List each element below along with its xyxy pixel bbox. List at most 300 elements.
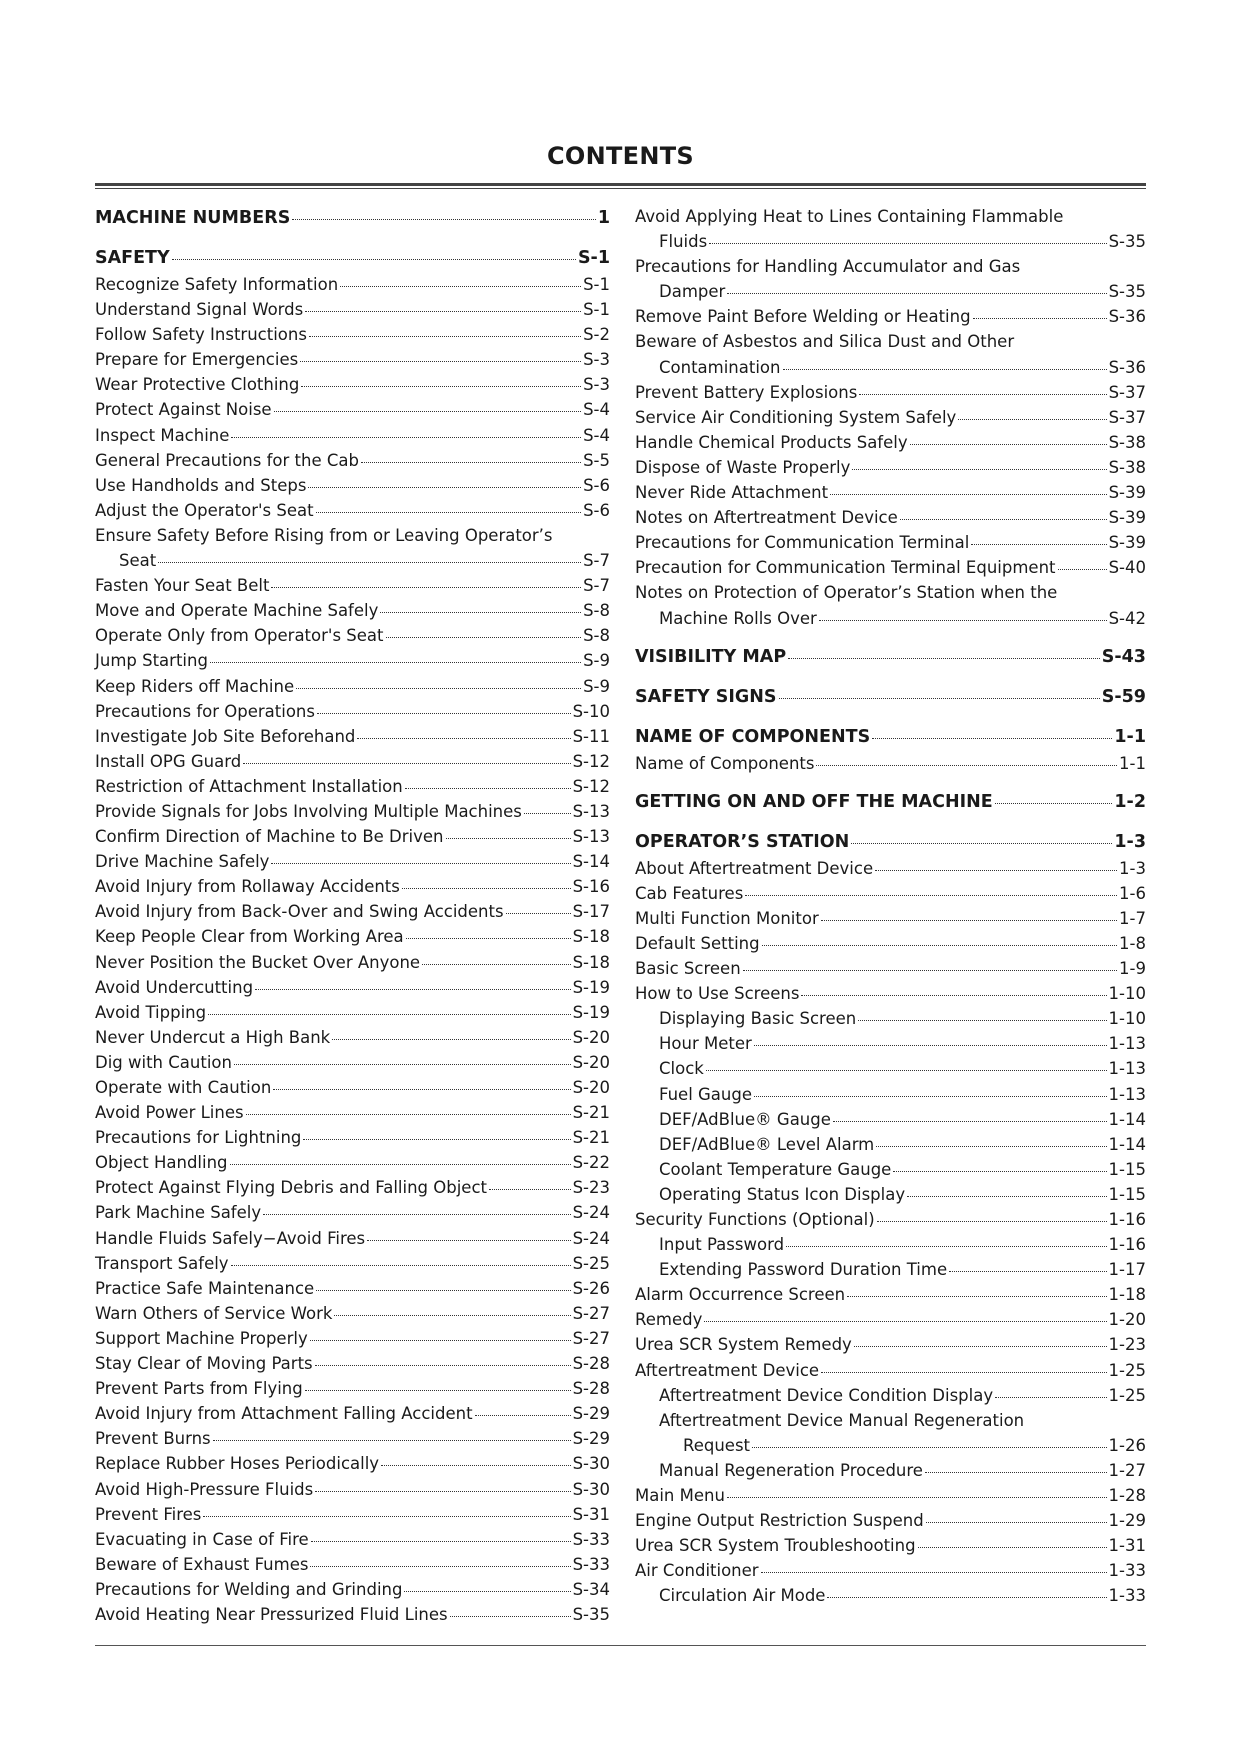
toc-entry-label: Dig with Caution bbox=[95, 1052, 232, 1072]
toc-entry-page: 1-28 bbox=[1108, 1486, 1146, 1506]
dot-leader bbox=[852, 468, 1106, 470]
toc-entry-page: S-1 bbox=[583, 300, 610, 320]
toc-entry[interactable] bbox=[635, 1383, 1146, 1408]
toc-entry[interactable] bbox=[635, 455, 1146, 480]
toc-entry[interactable] bbox=[635, 1332, 1146, 1357]
toc-entry-label: Protect Against Flying Debris and Falling Object bbox=[95, 1178, 487, 1198]
toc-entry[interactable] bbox=[635, 1107, 1146, 1132]
toc-section-heading[interactable] bbox=[95, 204, 610, 232]
toc-entry-label: Wear Protective Clothing bbox=[95, 375, 300, 395]
dot-leader bbox=[973, 317, 1107, 319]
toc-entry[interactable] bbox=[95, 1150, 610, 1175]
toc-section-heading[interactable] bbox=[635, 723, 1146, 751]
toc-entry-page: S-27 bbox=[572, 1303, 610, 1323]
toc-entry[interactable] bbox=[95, 1451, 610, 1476]
dot-leader bbox=[234, 1063, 571, 1065]
dot-leader bbox=[762, 944, 1117, 946]
toc-entry-label: Precautions for Handling Accumulator and Gas bbox=[635, 257, 1021, 277]
toc-entry[interactable] bbox=[95, 598, 610, 623]
toc-entry-page: S-24 bbox=[572, 1203, 610, 1223]
toc-entry-label: Jump Starting bbox=[95, 651, 208, 671]
toc-entry-label: Security Functions (Optional) bbox=[635, 1210, 875, 1229]
toc-entry[interactable] bbox=[95, 924, 610, 949]
dot-leader bbox=[761, 1571, 1107, 1573]
toc-entry[interactable] bbox=[95, 1502, 610, 1527]
toc-entry-label-continued: Damper bbox=[659, 282, 726, 302]
toc-entry-label: Restriction of Attachment Installation bbox=[95, 776, 403, 796]
toc-entry-page: S-31 bbox=[572, 1504, 610, 1524]
toc-entry[interactable] bbox=[95, 724, 610, 749]
toc-entry[interactable] bbox=[635, 906, 1146, 931]
toc-entry-label: MACHINE NUMBERS bbox=[95, 208, 291, 228]
toc-entry[interactable] bbox=[95, 523, 610, 573]
dot-leader bbox=[213, 1439, 571, 1441]
toc-entry[interactable] bbox=[635, 430, 1146, 455]
toc-entry-label: Beware of Asbestos and Silica Dust and Other bbox=[635, 332, 1015, 352]
toc-entry-page: 1-33 bbox=[1108, 1586, 1146, 1606]
toc-entry[interactable] bbox=[635, 1508, 1146, 1533]
toc-entry-page: S-33 bbox=[572, 1554, 610, 1574]
toc-entry-page: S-29 bbox=[572, 1404, 610, 1424]
dot-leader bbox=[876, 1145, 1106, 1147]
dot-leader bbox=[995, 1396, 1106, 1398]
dot-leader bbox=[858, 1019, 1106, 1021]
toc-section-heading[interactable] bbox=[635, 643, 1146, 671]
toc-entry-label: Prevent Burns bbox=[95, 1429, 211, 1449]
toc-entry-label: Inspect Machine bbox=[95, 425, 230, 445]
toc-entry[interactable] bbox=[635, 1182, 1146, 1207]
dot-leader bbox=[754, 1044, 1107, 1046]
toc-entry[interactable] bbox=[95, 1326, 610, 1351]
dot-leader bbox=[357, 737, 570, 739]
toc-entry-label: Protect Against Noise bbox=[95, 400, 272, 420]
dot-leader bbox=[271, 862, 570, 864]
dot-leader bbox=[827, 1596, 1106, 1598]
toc-entry-page: 1-10 bbox=[1108, 984, 1146, 1004]
toc-entry-label: Beware of Exhaust Fumes bbox=[95, 1554, 309, 1574]
toc-entry[interactable] bbox=[95, 1175, 610, 1200]
toc-entry[interactable] bbox=[95, 1577, 610, 1602]
toc-entry-page: 1-10 bbox=[1108, 1009, 1146, 1029]
toc-entry-page: S-20 bbox=[572, 1052, 610, 1072]
dot-leader bbox=[292, 218, 596, 220]
toc-entry-page: S-35 bbox=[572, 1604, 610, 1624]
dot-leader bbox=[872, 737, 1112, 739]
toc-entry[interactable] bbox=[635, 1132, 1146, 1157]
toc-entry[interactable] bbox=[95, 1602, 610, 1627]
toc-entry-page: S-20 bbox=[572, 1078, 610, 1097]
toc-entry[interactable] bbox=[635, 856, 1146, 881]
toc-entry-page: 1-15 bbox=[1108, 1159, 1146, 1179]
dot-leader bbox=[779, 697, 1100, 699]
toc-entry[interactable] bbox=[635, 1207, 1146, 1232]
toc-section-heading[interactable] bbox=[635, 788, 1146, 816]
dot-leader bbox=[230, 1163, 571, 1165]
toc-entry[interactable] bbox=[95, 1125, 610, 1150]
toc-entry[interactable] bbox=[635, 1533, 1146, 1558]
dot-leader bbox=[172, 258, 576, 260]
toc-entry-page: S-19 bbox=[572, 1002, 610, 1022]
toc-entry-label: SAFETY SIGNS bbox=[635, 686, 777, 707]
toc-entry-page: 1-13 bbox=[1108, 1059, 1146, 1079]
toc-entry[interactable] bbox=[95, 648, 610, 673]
toc-entry[interactable] bbox=[635, 1558, 1146, 1583]
toc-entry-page: S-6 bbox=[583, 500, 610, 520]
toc-entry[interactable] bbox=[95, 824, 610, 849]
toc-entry-label: VISIBILITY MAP bbox=[635, 646, 787, 667]
dot-leader bbox=[334, 1314, 570, 1316]
toc-entry[interactable] bbox=[95, 322, 610, 347]
toc-entry-label: Handle Chemical Products Safely bbox=[635, 432, 908, 452]
toc-section-heading[interactable] bbox=[635, 828, 1146, 856]
dot-leader bbox=[958, 418, 1106, 420]
dot-leader bbox=[309, 335, 581, 337]
toc-entry[interactable] bbox=[95, 749, 610, 774]
toc-entry[interactable] bbox=[635, 1031, 1146, 1056]
toc-entry-label: Investigate Job Site Beforehand bbox=[95, 726, 356, 746]
toc-entry[interactable] bbox=[635, 204, 1146, 254]
toc-entry[interactable] bbox=[95, 874, 610, 899]
toc-entry-label: Ensure Safety Before Rising from or Leaving Operator’s bbox=[95, 525, 553, 545]
toc-entry[interactable] bbox=[95, 1100, 610, 1125]
dot-leader bbox=[524, 812, 571, 814]
dot-leader bbox=[743, 969, 1117, 971]
dot-leader bbox=[727, 1496, 1107, 1498]
dot-leader bbox=[816, 764, 1117, 766]
page-title: CONTENTS bbox=[546, 142, 694, 170]
toc-entry[interactable] bbox=[95, 1226, 610, 1251]
dot-leader bbox=[310, 1339, 571, 1341]
toc-section-heading[interactable] bbox=[95, 244, 610, 272]
toc-entry[interactable] bbox=[635, 881, 1146, 906]
toc-entry-page: 1-14 bbox=[1108, 1109, 1146, 1129]
toc-entry-page: S-39 bbox=[1108, 508, 1146, 528]
toc-entry[interactable] bbox=[635, 1157, 1146, 1182]
toc-entry[interactable] bbox=[635, 931, 1146, 956]
toc-entry-page: S-28 bbox=[572, 1354, 610, 1374]
toc-entry[interactable] bbox=[95, 1301, 610, 1326]
toc-entry-label: Dispose of Waste Properly bbox=[635, 457, 851, 477]
toc-entry[interactable] bbox=[635, 1006, 1146, 1031]
dot-leader bbox=[208, 1013, 570, 1015]
dot-leader bbox=[406, 937, 571, 939]
toc-entry-label: Name of Components bbox=[635, 753, 815, 773]
toc-entry-label: Precautions for Lightning bbox=[95, 1128, 302, 1148]
toc-entry[interactable] bbox=[635, 1257, 1146, 1282]
dot-leader bbox=[489, 1188, 571, 1190]
toc-entry-page: S-43 bbox=[1101, 646, 1146, 667]
toc-entry-page: S-24 bbox=[572, 1228, 610, 1248]
dot-leader bbox=[875, 869, 1117, 871]
toc-entry-page: S-33 bbox=[572, 1529, 610, 1549]
toc-entry-label: Support Machine Properly bbox=[95, 1328, 308, 1348]
toc-entry-page: S-30 bbox=[572, 1479, 610, 1499]
toc-entry-label: GETTING ON AND OFF THE MACHINE bbox=[635, 791, 993, 812]
toc-entry-label: DEF/AdBlue® Level Alarm bbox=[659, 1134, 875, 1154]
toc-entry-label: Transport Safely bbox=[95, 1253, 229, 1273]
toc-entry[interactable] bbox=[95, 623, 610, 648]
dot-leader bbox=[296, 687, 581, 689]
toc-entry[interactable] bbox=[95, 1376, 610, 1401]
dot-leader bbox=[246, 1113, 571, 1115]
toc-entry[interactable] bbox=[635, 304, 1146, 329]
dot-leader bbox=[380, 611, 581, 613]
toc-entry-label: Basic Screen bbox=[635, 959, 741, 979]
dot-leader bbox=[995, 802, 1113, 804]
toc-entry-label: Default Setting bbox=[635, 933, 760, 953]
toc-entry[interactable] bbox=[95, 1351, 610, 1376]
toc-entry[interactable] bbox=[95, 573, 610, 598]
toc-entry-page: 1-3 bbox=[1114, 831, 1146, 852]
dot-leader bbox=[158, 561, 581, 563]
title-rule bbox=[95, 183, 1146, 189]
toc-entry-label: Precaution for Communication Terminal Equipment bbox=[635, 558, 1056, 578]
toc-entry[interactable] bbox=[95, 1000, 610, 1025]
toc-entry[interactable] bbox=[635, 751, 1146, 776]
toc-entry-label: Prepare for Emergencies bbox=[95, 350, 299, 370]
toc-entry[interactable] bbox=[635, 1458, 1146, 1483]
toc-entry-label: Avoid Tipping bbox=[95, 1002, 207, 1022]
dot-leader bbox=[847, 1295, 1106, 1297]
dot-leader bbox=[446, 837, 571, 839]
toc-entry[interactable] bbox=[635, 405, 1146, 430]
toc-entry-label: Air Conditioner bbox=[635, 1561, 759, 1581]
dot-leader bbox=[851, 842, 1112, 844]
toc-entry-page: S-23 bbox=[572, 1178, 610, 1198]
dot-leader bbox=[231, 436, 581, 438]
toc-entry[interactable] bbox=[635, 1408, 1146, 1458]
toc-entry-page: S-21 bbox=[572, 1128, 610, 1148]
toc-entry[interactable] bbox=[95, 423, 610, 448]
dot-leader bbox=[821, 1371, 1106, 1373]
dot-leader bbox=[727, 292, 1106, 294]
dot-leader bbox=[203, 1515, 570, 1517]
toc-entry[interactable] bbox=[95, 1401, 610, 1426]
dot-leader bbox=[900, 518, 1107, 520]
dot-leader bbox=[801, 994, 1106, 996]
toc-entry-page: 1-16 bbox=[1108, 1235, 1146, 1255]
toc-entry-page: S-2 bbox=[583, 325, 610, 345]
toc-entry-page: S-18 bbox=[572, 927, 610, 947]
toc-entry-label: Confirm Direction of Machine to Be Driven bbox=[95, 827, 444, 847]
toc-entry-label: Avoid Injury from Back-Over and Swing Accidents bbox=[95, 902, 504, 922]
toc-entry-page: S-39 bbox=[1108, 483, 1146, 503]
toc-entry[interactable] bbox=[635, 505, 1146, 530]
dot-leader bbox=[317, 712, 571, 714]
toc-entry-page: S-25 bbox=[572, 1253, 610, 1273]
dot-leader bbox=[243, 762, 570, 764]
dot-leader bbox=[405, 787, 571, 789]
toc-entry-page: S-27 bbox=[572, 1328, 610, 1348]
dot-leader bbox=[783, 368, 1107, 370]
toc-entry-label: Keep People Clear from Working Area bbox=[95, 927, 404, 947]
toc-entry[interactable] bbox=[635, 981, 1146, 1006]
dot-leader bbox=[332, 1038, 570, 1040]
toc-entry-label: Move and Operate Machine Safely bbox=[95, 601, 379, 621]
toc-entry[interactable] bbox=[95, 473, 610, 498]
toc-entry-page: S-26 bbox=[572, 1278, 610, 1298]
toc-entry[interactable] bbox=[635, 580, 1146, 630]
toc-entry-page: S-30 bbox=[572, 1454, 610, 1474]
toc-entry[interactable] bbox=[635, 254, 1146, 304]
toc-entry[interactable] bbox=[95, 1200, 610, 1225]
dot-leader bbox=[893, 1170, 1106, 1172]
toc-entry[interactable] bbox=[95, 674, 610, 699]
toc-entry[interactable] bbox=[95, 975, 610, 1000]
toc-entry[interactable] bbox=[95, 272, 610, 297]
toc-entry-page: S-9 bbox=[583, 676, 610, 696]
dot-leader bbox=[907, 1195, 1106, 1197]
toc-entry-page: S-40 bbox=[1108, 558, 1146, 578]
dot-leader bbox=[971, 543, 1106, 545]
toc-entry[interactable] bbox=[635, 1056, 1146, 1081]
toc-entry-label: Avoid Undercutting bbox=[95, 977, 254, 997]
toc-entry[interactable] bbox=[95, 1251, 610, 1276]
toc-entry[interactable] bbox=[95, 799, 610, 824]
toc-entry-page: S-9 bbox=[583, 651, 610, 671]
dot-leader bbox=[315, 1364, 571, 1366]
toc-entry[interactable] bbox=[95, 448, 610, 473]
dot-leader bbox=[788, 657, 1100, 659]
dot-leader bbox=[475, 1414, 571, 1416]
dot-leader bbox=[752, 1446, 1107, 1448]
toc-entry[interactable] bbox=[635, 1483, 1146, 1508]
toc-entry[interactable] bbox=[95, 899, 610, 924]
dot-leader bbox=[910, 443, 1107, 445]
toc-entry-label: Operate Only from Operator's Seat bbox=[95, 626, 384, 646]
dot-leader bbox=[301, 385, 581, 387]
dot-leader bbox=[704, 1320, 1106, 1322]
toc-entry-label: Park Machine Safely bbox=[95, 1203, 262, 1223]
toc-entry[interactable] bbox=[95, 849, 610, 874]
toc-entry[interactable] bbox=[95, 1025, 610, 1050]
toc-entry-label: Prevent Battery Explosions bbox=[635, 382, 858, 402]
toc-entry-page: 1-1 bbox=[1119, 753, 1146, 773]
toc-entry-label: Practice Safe Maintenance bbox=[95, 1278, 315, 1298]
dot-leader bbox=[422, 963, 570, 965]
toc-entry[interactable] bbox=[635, 1282, 1146, 1307]
toc-entry-page: S-6 bbox=[583, 475, 610, 495]
toc-entry-label: Service Air Conditioning System Safely bbox=[635, 407, 957, 427]
toc-entry[interactable] bbox=[95, 347, 610, 372]
dot-leader bbox=[854, 1345, 1107, 1347]
toc-entry-label: Avoid High-Pressure Fluids bbox=[95, 1479, 314, 1499]
toc-entry[interactable] bbox=[635, 1082, 1146, 1107]
toc-entry-label: Urea SCR System Remedy bbox=[635, 1335, 852, 1355]
toc-entry[interactable] bbox=[95, 397, 610, 422]
dot-leader bbox=[305, 310, 581, 312]
toc-entry-page: S-3 bbox=[583, 350, 610, 370]
toc-entry-page: S-13 bbox=[572, 827, 610, 847]
toc-entry-page: S-34 bbox=[572, 1579, 610, 1599]
toc-entry[interactable] bbox=[95, 774, 610, 799]
toc-entry-label: Displaying Basic Screen bbox=[659, 1009, 857, 1029]
toc-entry[interactable] bbox=[95, 1426, 610, 1451]
toc-entry-label-continued: Seat bbox=[119, 551, 157, 571]
toc-entry-label: Aftertreatment Device bbox=[635, 1360, 820, 1380]
dot-leader bbox=[311, 1540, 571, 1542]
toc-entry-label: Warn Others of Service Work bbox=[95, 1303, 333, 1323]
toc-entry[interactable] bbox=[635, 1232, 1146, 1257]
toc-entry[interactable] bbox=[635, 555, 1146, 580]
toc-entry[interactable] bbox=[95, 1477, 610, 1502]
toc-entry[interactable] bbox=[95, 1552, 610, 1577]
toc-entry-label: NAME OF COMPONENTS bbox=[635, 726, 871, 747]
toc-entry-label: Fuel Gauge bbox=[659, 1084, 753, 1104]
toc-entry-label: Clock bbox=[659, 1059, 704, 1079]
toc-entry[interactable] bbox=[635, 380, 1146, 405]
toc-entry[interactable] bbox=[635, 329, 1146, 379]
toc-entry-label: Avoid Applying Heat to Lines Containing Flammable bbox=[635, 207, 1064, 226]
toc-entry-page: S-19 bbox=[572, 977, 610, 997]
dot-leader bbox=[310, 1565, 570, 1567]
toc-entry-page: 1-14 bbox=[1108, 1134, 1146, 1154]
toc-entry-label: Aftertreatment Device Manual Regeneration bbox=[659, 1410, 1025, 1430]
toc-section-heading[interactable] bbox=[635, 683, 1146, 711]
toc-entry[interactable] bbox=[635, 1358, 1146, 1383]
toc-entry-label: Multi Function Monitor bbox=[635, 908, 819, 928]
toc-entry[interactable] bbox=[635, 530, 1146, 555]
dot-leader bbox=[450, 1615, 571, 1617]
toc-entry-label: Alarm Occurrence Screen bbox=[635, 1285, 846, 1305]
toc-entry-page: S-5 bbox=[583, 450, 610, 470]
toc-entry[interactable] bbox=[635, 480, 1146, 505]
toc-entry[interactable] bbox=[635, 1307, 1146, 1332]
toc-entry-label: Understand Signal Words bbox=[95, 300, 304, 320]
toc-entry-page: S-17 bbox=[572, 902, 610, 922]
toc-entry-page: 1-2 bbox=[1114, 791, 1146, 812]
toc-entry[interactable] bbox=[635, 956, 1146, 981]
toc-entry-page: S-28 bbox=[572, 1379, 610, 1399]
dot-leader bbox=[315, 1490, 570, 1492]
toc-entry-label: Main Menu bbox=[635, 1486, 725, 1506]
dot-leader bbox=[316, 1289, 570, 1291]
dot-leader bbox=[786, 1245, 1107, 1247]
toc-entry[interactable] bbox=[95, 699, 610, 724]
toc-entry[interactable] bbox=[95, 372, 610, 397]
toc-entry-page: 1-25 bbox=[1108, 1385, 1146, 1405]
toc-entry[interactable] bbox=[95, 1050, 610, 1075]
toc-entry[interactable] bbox=[95, 1276, 610, 1301]
toc-entry-page: S-35 bbox=[1108, 282, 1146, 302]
toc-entry-label: Notes on Aftertreatment Device bbox=[635, 508, 898, 528]
toc-entry-label: Precautions for Welding and Grinding bbox=[95, 1579, 403, 1599]
dot-leader bbox=[949, 1270, 1106, 1272]
toc-entry[interactable] bbox=[635, 1583, 1146, 1608]
toc-entry[interactable] bbox=[95, 1527, 610, 1552]
toc-entry-label: About Aftertreatment Device bbox=[635, 858, 874, 878]
toc-entry[interactable] bbox=[95, 297, 610, 322]
toc-entry-label: General Precautions for the Cab bbox=[95, 450, 359, 470]
dot-leader bbox=[1058, 568, 1107, 570]
toc-entry-page: S-12 bbox=[572, 751, 610, 771]
toc-entry[interactable] bbox=[95, 950, 610, 975]
toc-entry-label: Circulation Air Mode bbox=[659, 1586, 826, 1606]
toc-entry[interactable] bbox=[95, 1075, 610, 1100]
toc-entry-page: S-7 bbox=[583, 551, 610, 571]
toc-entry-page: S-42 bbox=[1108, 608, 1146, 628]
bottom-rule bbox=[95, 1645, 1146, 1646]
toc-entry-label-continued: Request bbox=[683, 1435, 751, 1455]
toc-entry-page: 1-20 bbox=[1108, 1310, 1146, 1330]
toc-entry-label: Prevent Parts from Flying bbox=[95, 1379, 303, 1399]
toc-entry[interactable] bbox=[95, 498, 610, 523]
dot-leader bbox=[877, 1220, 1107, 1222]
dot-leader bbox=[819, 619, 1107, 621]
toc-entry-page: S-4 bbox=[583, 400, 610, 420]
toc-entry-page: S-10 bbox=[572, 701, 610, 721]
dot-leader bbox=[706, 1069, 1107, 1071]
